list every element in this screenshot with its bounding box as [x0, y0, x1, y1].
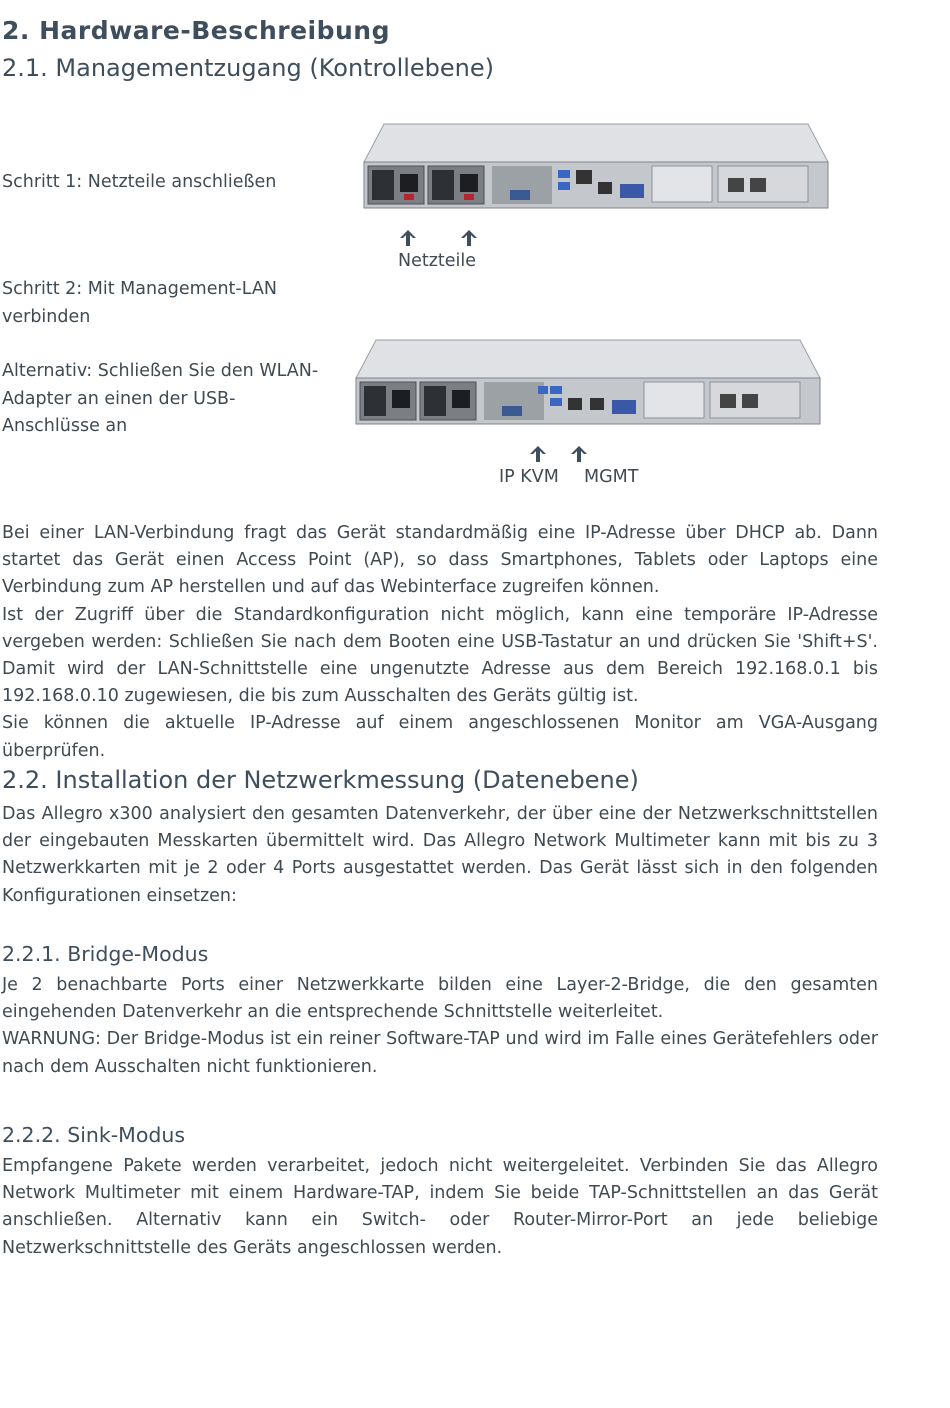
step-1-text: Schritt 1: Netzteile anschließen: [2, 172, 277, 192]
intro-text: [2, 520, 878, 765]
mgmt-port: [568, 398, 582, 410]
paragraph: Das Allegro x300 analysiert den gesamten Datenverkehr, der über eine der Netzwerkschnittstellen der eingebauten Messkarten übermittelt wird. Das Allegro Network Multimeter kann mit bis zu 3 Netzwerkkarten mit je 2 oder 4 Ports ausgestattet werden. Das Gerät lässt sich in den folgenden Konfigurationen einsetzen:: [2, 804, 878, 906]
paragraph: Je 2 benachbarte Ports einer Netzwerkkarte bilden eine Layer-2-Bridge, die den gesamten eingehenden Datenverkehr an die entsprechende Schnittstelle weiterleitet.: [2, 975, 878, 1023]
expansion-slots: [652, 166, 808, 202]
section-2-2-2-text: [2, 1153, 878, 1262]
paragraph: Sie können die aktuelle IP-Adresse auf einem angeschlossenen Monitor am VGA-Ausgang überprüfen.: [2, 713, 878, 761]
paragraph: Bei einer LAN-Verbindung fragt das Gerät standardmäßig eine IP-Adresse über DHCP ab. Dann startet das Gerät einen Access Point (AP), so dass Smartphones, Tablets oder Laptops eine Verbindung zum AP herstellen und auf das Webinterface zugreifen können.: [2, 523, 878, 598]
ip-kvm-label: IP KVM: [499, 467, 559, 487]
server-top-lid: [356, 340, 820, 378]
psu-label: Netzteile: [398, 251, 477, 271]
section-2-2-2-title: 2.2.2. Sink-Modus: [2, 1123, 186, 1147]
psu-1: [368, 166, 424, 204]
server-rear-image-1: [362, 122, 830, 212]
psu-2: [428, 166, 484, 204]
paragraph: Ist der Zugriff über die Standardkonfiguration nicht möglich, kann eine temporäre IP-Adresse vergeben werden: Schließen Sie nach dem Booten eine USB-Tastatur an und drücken Sie 'Shift+S'. Damit wird der LAN-Schnittstelle eine ungenutzte Adresse aus dem Bereich 192.168.0.1 bis 192.168.0.10 zugewiesen, die bis zum Ausschalten des Geräts gültig ist.: [2, 604, 878, 707]
section-2-2-1-text: [2, 972, 878, 1081]
ip-kvm-port: [538, 386, 548, 394]
chapter-title: 2. Hardware-Beschreibung: [2, 16, 390, 45]
alternative-text: Alternativ: Schließen Sie den WLAN-Adapter an einen der USB-Anschlüsse an: [2, 361, 319, 436]
mgmt-label: MGMT: [584, 467, 639, 487]
step-2-text: Schritt 2: Mit Management-LAN verbinden: [2, 279, 277, 327]
warning-paragraph: WARNUNG: Der Bridge-Modus ist ein reiner Software-TAP und wird im Falle eines Gerätefehlers oder nach dem Ausschalten nicht funktionieren.: [2, 1029, 878, 1077]
expansion-slots: [644, 382, 800, 418]
arrow-up-icon: [528, 444, 548, 464]
psu-2: [420, 382, 476, 420]
section-2-2-title: 2.2. Installation der Netzwerkmessung (Datenebene): [2, 766, 639, 794]
psu-1: [360, 382, 416, 420]
section-2-2-text: [2, 801, 878, 910]
paragraph: Empfangene Pakete werden verarbeitet, jedoch nicht weitergeleitet. Verbinden Sie das Allegro Network Multimeter mit einem Hardware-TAP, indem Sie beide TAP-Schnittstellen an das Gerät anschließen. Alternativ kann ein Switch- oder Router-Mirror-Port an jede beliebige Netzwerkschnittstelle des Geräts angeschlossen werden.: [2, 1156, 878, 1258]
section-title: 2.1. Managementzugang (Kontrollebene): [2, 54, 495, 82]
server-top-lid: [364, 124, 828, 162]
section-2-2-1-title: 2.2.1. Bridge-Modus: [2, 942, 209, 966]
arrow-up-icon: [569, 444, 589, 464]
arrow-up-icon: [398, 228, 418, 248]
arrow-up-icon: [459, 228, 479, 248]
server-rear-image-2: [354, 338, 822, 428]
